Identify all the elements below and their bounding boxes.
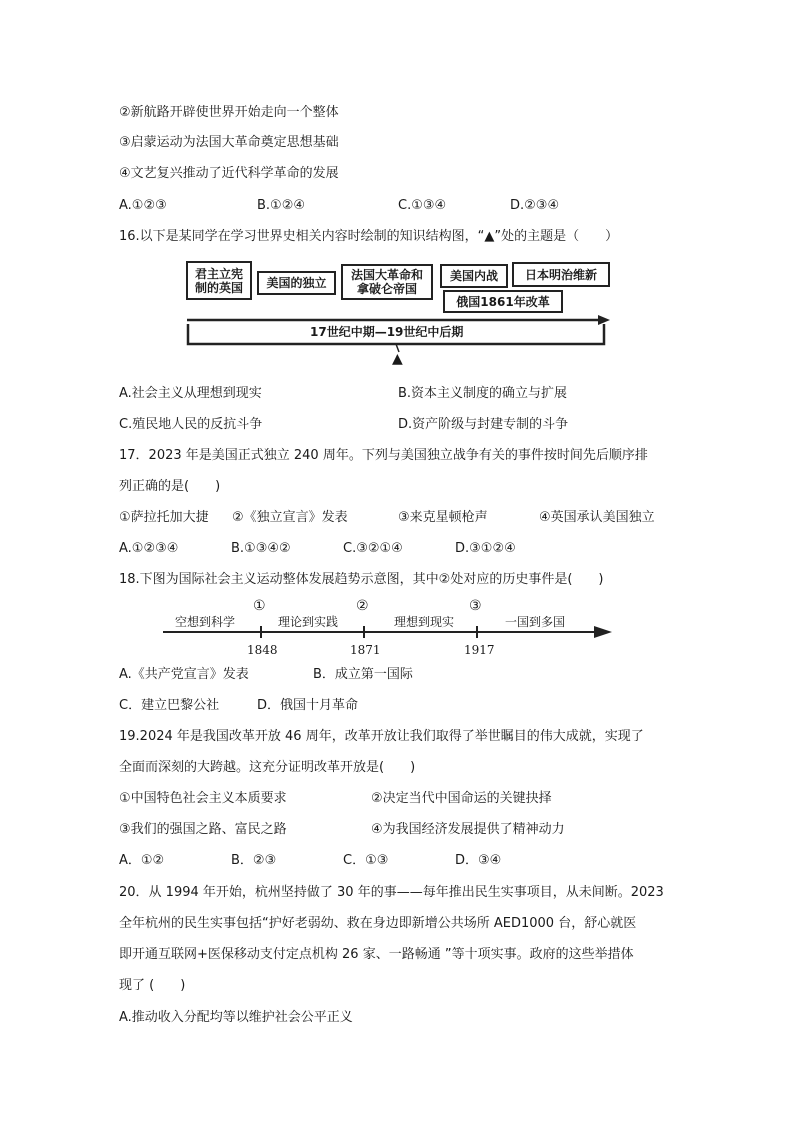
box-french-revolution-line1: 法国大革命和 [350,268,423,282]
q15-option-a: A.①②③ [119,198,167,213]
q19-option-a: A．①② [119,853,165,868]
q19-item-2: ②决定当代中国命运的关键抉择 [371,791,552,806]
q17-option-a: A.①②③④ [119,541,179,556]
segment-theory-to-practice: 理论到实践 [278,615,339,629]
q17-option-c: C.③②①④ [343,541,403,556]
q17-event-3: ③来克星顿枪声 [398,510,488,525]
q17-event-2: ②《独立宣言》发表 [232,510,348,525]
q19-stem-line1: 19.2024 年是我国改革开放 46 周年，改革开放让我们取得了举世瞩目的伟大成就，实现了 [119,729,644,744]
year-1917: 1917 [464,643,495,657]
q17-stem-line2: 列正确的是( ) [119,479,221,494]
q15-option-c: C.①③④ [398,198,447,213]
segment-utopia-to-science: 空想到科学 [175,615,236,629]
box-american-independence: 美国的独立 [257,271,336,295]
box-french-revolution [341,264,433,300]
box-british-monarchy-line2: 制的英国 [194,280,243,295]
q19-option-d: D．③④ [455,853,502,868]
q20-stem-line1: 20．从 1994 年开始，杭州坚持做了 30 年的事——每年推出民生实事项目，从未间断。2023 [119,885,664,900]
q17-event-1: ①萨拉托加大捷 [119,510,209,525]
q18-option-b: B．成立第一国际 [313,667,413,682]
marker-1: ① [253,598,266,614]
q17-option-b: B.①③④② [231,541,291,556]
year-1848: 1848 [247,643,278,657]
q19-option-b: B．②③ [231,853,277,868]
year-1871: 1871 [350,643,381,657]
segment-ideal-to-reality: 理想到现实 [394,615,455,629]
q17-option-d: D.③①②④ [455,541,516,556]
segment-one-to-many: 一国到多国 [505,615,566,629]
box-russian-reform: 俄国1861年改革 [443,290,563,313]
q18-option-a: A.《共产党宣言》发表 [119,667,249,682]
triangle-pointer-icon: ▲ [392,351,403,367]
box-british-monarchy [186,261,252,300]
q15-item-2: ②新航路开辟使世界开始走向一个整体 [119,105,339,120]
q16-stem: 16.以下是某同学在学习世界史相关内容时绘制的知识结构图，“▲”处的主题是（ ） [119,229,619,244]
box-american-civil-war: 美国内战 [440,264,508,288]
box-meiji-restoration: 日本明治维新 [512,262,610,287]
q15-item-4: ④文艺复兴推动了近代科学革命的发展 [119,166,339,181]
timeline-graphic [0,300,794,390]
q18-option-c: C．建立巴黎公社 [119,698,220,713]
q19-option-c: C．①③ [343,853,389,868]
q17-event-4: ④英国承认美国独立 [539,510,655,525]
q16-option-c: C.殖民地人民的反抗斗争 [119,417,263,432]
q19-stem-line2: 全面而深刻的大跨越。这充分证明改革开放是( ) [119,760,416,775]
q20-stem-line2: 全年杭州的民生实事包括“护好老弱幼、救在身边即新增公共场所 AED1000 台，舒心就医 [119,916,637,931]
q20-option-a: A.推动收入分配均等以维护社会公平正义 [119,1010,353,1025]
marker-2: ② [356,598,369,614]
q18-stem: 18.下图为国际社会主义运动整体发展趋势示意图，其中②处对应的历史事件是( ) [119,572,604,587]
timeline-period-label: 17世纪中期—19世纪中后期 [310,325,464,339]
q19-item-1: ①中国特色社会主义本质要求 [119,791,287,806]
marker-3: ③ [469,598,482,614]
q15-option-b: B.①②④ [257,198,306,213]
q19-item-4: ④为我国经济发展提供了精神动力 [371,822,565,837]
q16-option-a: A.社会主义从理想到现实 [119,386,262,401]
box-french-revolution-line2: 拿破仑帝国 [356,282,417,296]
q18-option-d: D．俄国十月革命 [257,698,359,713]
box-british-monarchy-line1: 君主立宪 [194,266,243,281]
q16-option-b: B.资本主义制度的确立与扩展 [398,386,568,401]
q17-stem-line1: 17．2023 年是美国正式独立 240 周年。下列与美国独立战争有关的事件按时间先后顺序排 [119,448,648,463]
q20-stem-line3: 即开通互联网+医保移动支付定点机构 26 家、一路畅通 ”等十项实事。政府的这些举措体 [119,947,634,962]
q15-item-3: ③启蒙运动为法国大革命奠定思想基础 [119,135,339,150]
q19-item-3: ③我们的强国之路、富民之路 [119,822,287,837]
q15-option-d: D.②③④ [510,198,560,213]
q16-option-d: D.资产阶级与封建专制的斗争 [398,417,569,432]
q20-stem-line4: 现了 ( ) [119,978,186,993]
